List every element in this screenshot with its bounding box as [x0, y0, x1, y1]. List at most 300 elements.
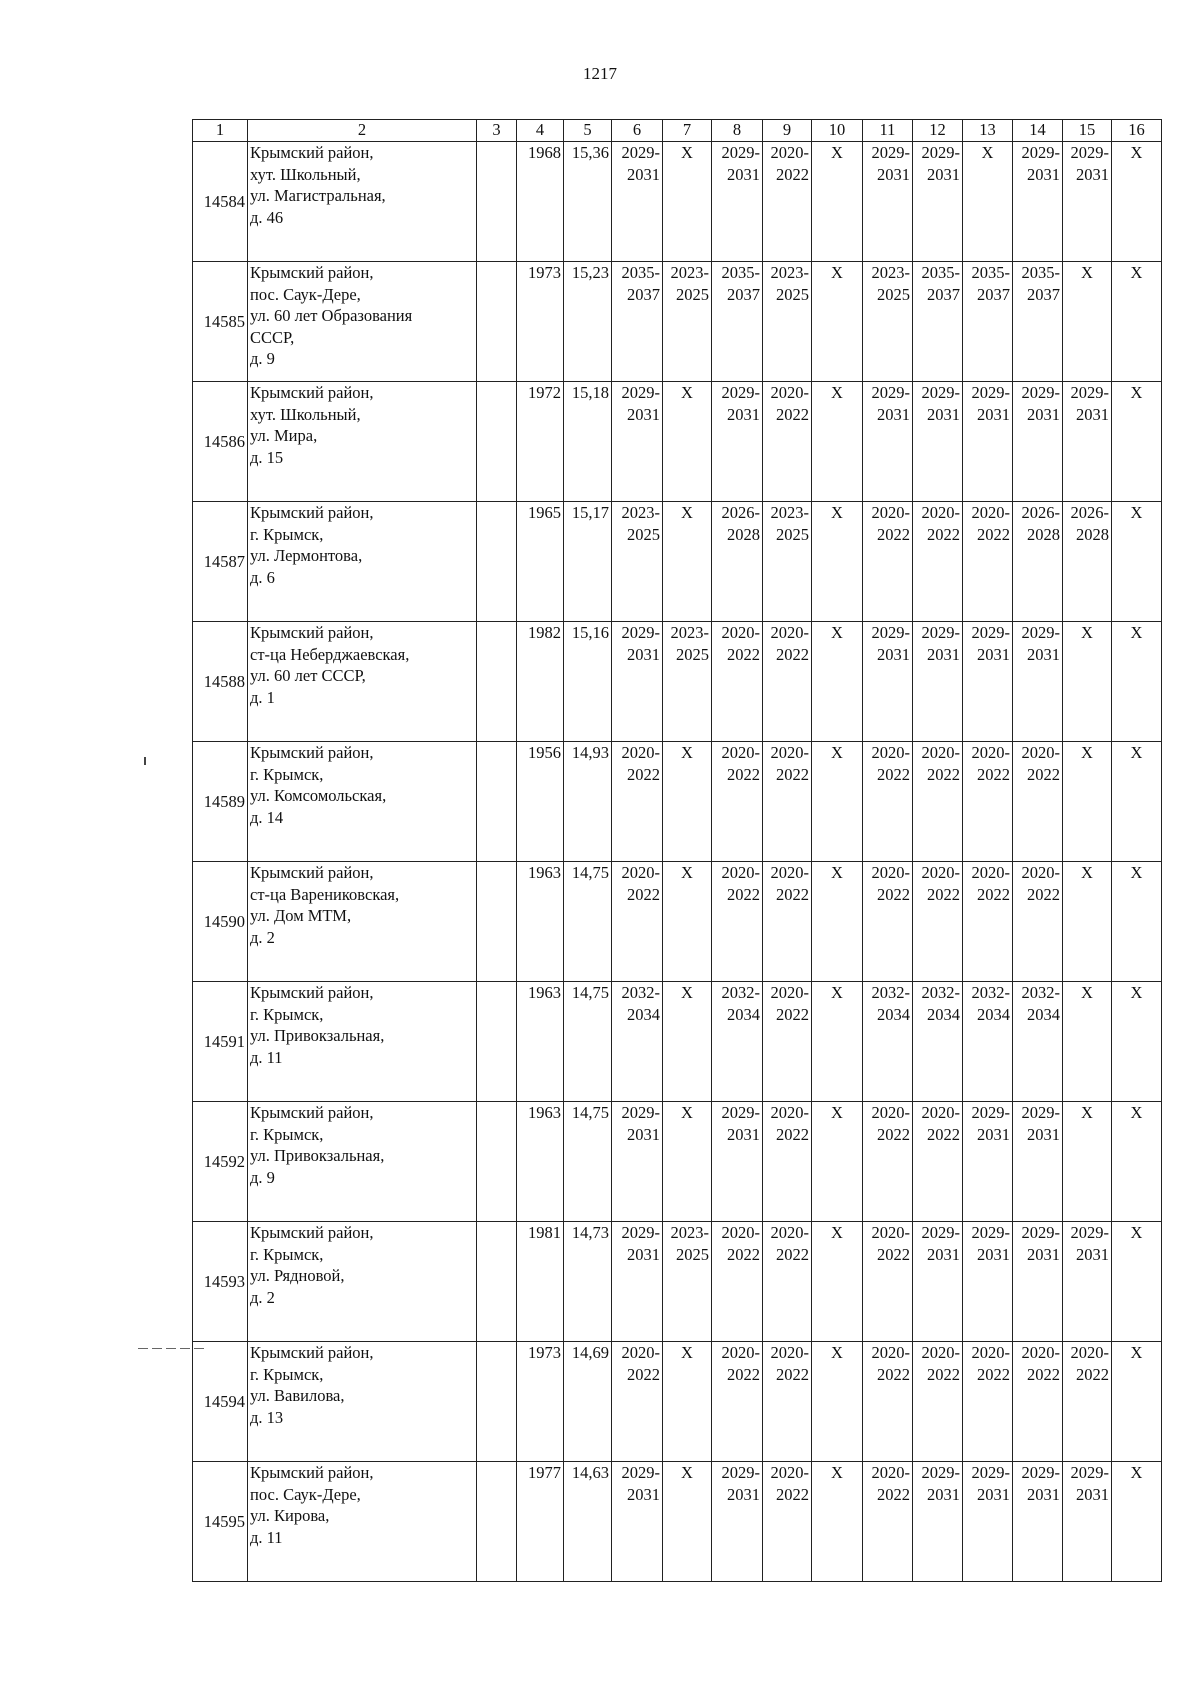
period-end: 2028	[1076, 524, 1109, 544]
period-start: 2029-	[721, 383, 760, 402]
period-start: 2029-	[921, 1223, 960, 1242]
period-cell-c14	[1013, 862, 1063, 982]
period-cell-c14	[1013, 1222, 1063, 1342]
address-cell	[248, 742, 477, 862]
row-id-cell: 14594	[193, 1342, 248, 1462]
header-cell: 7	[663, 120, 712, 142]
period-cell-c11	[863, 1222, 913, 1342]
period-end: 2031	[977, 404, 1010, 424]
period-cell-c13	[963, 622, 1013, 742]
period-cell-c16: X	[1112, 262, 1162, 382]
period-end: 2031	[927, 404, 960, 424]
period-end: 2022	[927, 1364, 960, 1384]
period-start: 2020-	[721, 1223, 760, 1242]
period-start: 2032-	[871, 983, 910, 1002]
data-table	[192, 119, 1162, 1582]
period-start: 2032-	[921, 983, 960, 1002]
period-cell-c10: X	[812, 1102, 863, 1222]
address-line: пос. Саук-Дере,	[250, 284, 361, 304]
area-cell: 14,75	[564, 862, 612, 982]
address-line: Крымский район,	[250, 383, 374, 402]
period-cell-c16: X	[1112, 1222, 1162, 1342]
period-cell-c16: X	[1112, 742, 1162, 862]
period-cell-c14	[1013, 1462, 1063, 1582]
period-end: 2022	[877, 524, 910, 544]
period-start: 2029-	[1070, 1463, 1109, 1482]
address-line: ул. Магистральная,	[250, 186, 386, 205]
period-cell-c7	[663, 262, 712, 382]
period-end: 2022	[977, 524, 1010, 544]
address-line: ул. Комсомольская,	[250, 786, 387, 805]
row-id-cell: 14585	[193, 262, 248, 382]
period-end: 2037	[977, 284, 1010, 304]
period-start: 2020-	[921, 1343, 960, 1362]
address-line: СССР,	[250, 327, 295, 347]
period-start: 2023-	[871, 263, 910, 282]
period-end: 2025	[676, 1244, 709, 1264]
period-start: 2029-	[871, 143, 910, 162]
period-end: 2031	[627, 1484, 660, 1504]
period-cell-c15: X	[1063, 622, 1112, 742]
period-cell-c6	[612, 982, 663, 1102]
address-line: ул. 60 лет СССР,	[250, 666, 366, 685]
address-line: Крымский район,	[250, 623, 374, 642]
area-cell: 15,18	[564, 382, 612, 502]
period-end: 2031	[1027, 1124, 1060, 1144]
period-cell-c12	[913, 622, 963, 742]
period-cell-c6	[612, 1222, 663, 1342]
period-start: 2020-	[621, 863, 660, 882]
period-end: 2031	[927, 644, 960, 664]
year-cell: 1956	[517, 742, 564, 862]
address-line: д. 11	[250, 1047, 283, 1067]
address-line: Крымский район,	[250, 263, 374, 282]
address-line: ул. Мира,	[250, 426, 318, 445]
period-start: 2029-	[621, 1463, 660, 1482]
area-cell: 14,75	[564, 982, 612, 1102]
period-end: 2031	[627, 1124, 660, 1144]
row-id-cell: 14586	[193, 382, 248, 502]
address-line: пос. Саук-Дере,	[250, 1484, 361, 1504]
period-start: 2023-	[770, 503, 809, 522]
row-id-cell: 14589	[193, 742, 248, 862]
area-cell: 15,16	[564, 622, 612, 742]
period-cell-c9	[763, 622, 812, 742]
year-cell: 1963	[517, 862, 564, 982]
period-cell-c9	[763, 262, 812, 382]
period-start: 2029-	[1021, 143, 1060, 162]
period-cell-c6	[612, 382, 663, 502]
period-start: 2020-	[971, 503, 1010, 522]
address-line: д. 9	[250, 1167, 275, 1187]
year-cell: 1965	[517, 502, 564, 622]
period-cell-c10: X	[812, 862, 863, 982]
address-line: хут. Школьный,	[250, 164, 361, 184]
col3-cell	[477, 862, 517, 982]
period-cell-c11	[863, 622, 913, 742]
period-cell-c14	[1013, 142, 1063, 262]
address-line: д. 46	[250, 207, 284, 227]
period-end: 2034	[627, 1004, 660, 1024]
period-end: 2031	[1027, 644, 1060, 664]
period-end: 2031	[877, 164, 910, 184]
header-cell: 9	[763, 120, 812, 142]
period-end: 2034	[977, 1004, 1010, 1024]
table-row	[193, 262, 1162, 382]
period-end: 2022	[776, 644, 809, 664]
period-start: 2020-	[871, 1343, 910, 1362]
table-row	[193, 382, 1162, 502]
table-row	[193, 862, 1162, 982]
col3-cell	[477, 262, 517, 382]
period-start: 2023-	[670, 263, 709, 282]
period-cell-c11	[863, 262, 913, 382]
address-cell	[248, 862, 477, 982]
period-cell-c14	[1013, 502, 1063, 622]
period-cell-c8	[712, 862, 763, 982]
period-cell-c11	[863, 142, 913, 262]
address-line: г. Крымск,	[250, 1364, 324, 1384]
period-cell-c10: X	[812, 1462, 863, 1582]
address-cell	[248, 502, 477, 622]
area-cell: 15,17	[564, 502, 612, 622]
period-cell-c12	[913, 1462, 963, 1582]
area-cell: 14,69	[564, 1342, 612, 1462]
period-start: 2020-	[770, 743, 809, 762]
address-cell	[248, 622, 477, 742]
period-cell-c8	[712, 1102, 763, 1222]
year-cell: 1977	[517, 1462, 564, 1582]
period-cell-c14	[1013, 622, 1063, 742]
period-cell-c11	[863, 982, 913, 1102]
address-line: д. 9	[250, 349, 275, 368]
col3-cell	[477, 382, 517, 502]
address-line: хут. Школьный,	[250, 404, 361, 424]
period-cell-c7: X	[663, 742, 712, 862]
address-line: д. 6	[250, 567, 275, 587]
row-id-cell: 14590	[193, 862, 248, 982]
period-start: 2035-	[921, 263, 960, 282]
period-start: 2029-	[921, 1463, 960, 1482]
period-start: 2029-	[921, 383, 960, 402]
header-cell: 11	[863, 120, 913, 142]
period-cell-c12	[913, 502, 963, 622]
period-cell-c6	[612, 862, 663, 982]
col3-cell	[477, 742, 517, 862]
period-start: 2029-	[971, 383, 1010, 402]
period-cell-c16: X	[1112, 622, 1162, 742]
period-cell-c16: X	[1112, 982, 1162, 1102]
period-cell-c6	[612, 262, 663, 382]
period-cell-c16: X	[1112, 502, 1162, 622]
period-end: 2022	[877, 1124, 910, 1144]
period-end: 2022	[727, 1364, 760, 1384]
period-start: 2020-	[770, 1223, 809, 1242]
period-end: 2022	[877, 884, 910, 904]
table-row	[193, 982, 1162, 1102]
year-cell: 1982	[517, 622, 564, 742]
period-cell-c10: X	[812, 742, 863, 862]
period-start: 2020-	[921, 863, 960, 882]
header-row	[193, 120, 1162, 142]
period-start: 2020-	[770, 983, 809, 1002]
address-line: Крымский район,	[250, 1103, 374, 1122]
period-cell-c6	[612, 1342, 663, 1462]
header-cell: 13	[963, 120, 1013, 142]
period-end: 2031	[977, 1124, 1010, 1144]
period-start: 2029-	[721, 1463, 760, 1482]
header-cell: 12	[913, 120, 963, 142]
period-cell-c10: X	[812, 502, 863, 622]
period-end: 2034	[1027, 1004, 1060, 1024]
period-cell-c10: X	[812, 262, 863, 382]
period-end: 2028	[1027, 524, 1060, 544]
period-start: 2020-	[770, 383, 809, 402]
period-start: 2029-	[971, 1463, 1010, 1482]
period-cell-c13: X	[963, 142, 1013, 262]
period-start: 2026-	[1021, 503, 1060, 522]
header-cell: 2	[248, 120, 477, 142]
address-line: г. Крымск,	[250, 1004, 324, 1024]
header-cell: 4	[517, 120, 564, 142]
period-cell-c14	[1013, 742, 1063, 862]
period-cell-c8	[712, 742, 763, 862]
period-start: 2029-	[971, 623, 1010, 642]
period-start: 2020-	[770, 1463, 809, 1482]
period-end: 2022	[927, 524, 960, 544]
period-end: 2022	[776, 1004, 809, 1024]
area-cell: 15,23	[564, 262, 612, 382]
period-end: 2031	[1076, 1484, 1109, 1504]
period-cell-c9	[763, 1222, 812, 1342]
address-line: д. 1	[250, 687, 275, 707]
period-end: 2022	[627, 884, 660, 904]
period-cell-c9	[763, 142, 812, 262]
period-end: 2034	[927, 1004, 960, 1024]
period-cell-c15	[1063, 142, 1112, 262]
period-end: 2037	[727, 284, 760, 304]
period-start: 2029-	[921, 143, 960, 162]
period-cell-c10: X	[812, 1222, 863, 1342]
period-end: 2022	[927, 1124, 960, 1144]
period-cell-c8	[712, 1462, 763, 1582]
period-end: 2022	[977, 764, 1010, 784]
period-start: 2035-	[721, 263, 760, 282]
period-cell-c11	[863, 1102, 913, 1222]
period-start: 2032-	[621, 983, 660, 1002]
period-end: 2031	[1076, 404, 1109, 424]
year-cell: 1972	[517, 382, 564, 502]
table-row	[193, 142, 1162, 262]
period-cell-c14	[1013, 262, 1063, 382]
period-end: 2031	[727, 1124, 760, 1144]
period-end: 2031	[1027, 1484, 1060, 1504]
period-cell-c14	[1013, 382, 1063, 502]
period-end: 2022	[1027, 884, 1060, 904]
period-start: 2020-	[871, 1463, 910, 1482]
address-cell	[248, 1222, 477, 1342]
period-cell-c16: X	[1112, 142, 1162, 262]
period-end: 2022	[877, 1364, 910, 1384]
period-start: 2020-	[921, 503, 960, 522]
period-cell-c10: X	[812, 382, 863, 502]
period-cell-c14	[1013, 1342, 1063, 1462]
period-end: 2031	[727, 1484, 760, 1504]
period-start: 2020-	[871, 1223, 910, 1242]
period-start: 2020-	[1021, 863, 1060, 882]
period-end: 2022	[927, 764, 960, 784]
period-cell-c11	[863, 862, 913, 982]
period-start: 2029-	[1070, 143, 1109, 162]
period-end: 2022	[877, 1244, 910, 1264]
period-start: 2029-	[871, 623, 910, 642]
page-number: 1217	[583, 64, 617, 83]
period-cell-c9	[763, 1462, 812, 1582]
period-end: 2031	[1076, 1244, 1109, 1264]
period-start: 2029-	[1021, 1103, 1060, 1122]
period-cell-c10: X	[812, 622, 863, 742]
period-end: 2025	[776, 524, 809, 544]
col3-cell	[477, 982, 517, 1102]
period-end: 2022	[776, 1364, 809, 1384]
period-end: 2022	[727, 644, 760, 664]
period-cell-c7: X	[663, 862, 712, 982]
row-id-cell: 14588	[193, 622, 248, 742]
period-start: 2029-	[621, 383, 660, 402]
period-cell-c6	[612, 502, 663, 622]
period-start: 2029-	[1070, 383, 1109, 402]
period-start: 2020-	[770, 623, 809, 642]
period-cell-c9	[763, 382, 812, 502]
row-id-cell: 14593	[193, 1222, 248, 1342]
header-cell: 3	[477, 120, 517, 142]
period-start: 2020-	[921, 1103, 960, 1122]
period-cell-c15: X	[1063, 742, 1112, 862]
address-cell	[248, 1102, 477, 1222]
period-cell-c8	[712, 622, 763, 742]
address-line: Крымский район,	[250, 143, 374, 162]
table-row	[193, 1462, 1162, 1582]
scan-mark	[144, 757, 146, 765]
period-cell-c9	[763, 1342, 812, 1462]
period-cell-c13	[963, 862, 1013, 982]
address-line: Крымский район,	[250, 1463, 374, 1482]
period-start: 2032-	[1021, 983, 1060, 1002]
address-line: ст-ца Неберджаевская,	[250, 644, 410, 664]
period-end: 2022	[727, 884, 760, 904]
period-cell-c7	[663, 622, 712, 742]
period-start: 2029-	[1021, 383, 1060, 402]
address-line: ст-ца Варениковская,	[250, 884, 400, 904]
period-cell-c15	[1063, 382, 1112, 502]
period-cell-c15	[1063, 502, 1112, 622]
year-cell: 1963	[517, 982, 564, 1102]
period-end: 2022	[727, 1244, 760, 1264]
period-end: 2031	[927, 1484, 960, 1504]
table-row	[193, 622, 1162, 742]
address-line: д. 2	[250, 1287, 275, 1307]
period-end: 2022	[727, 764, 760, 784]
period-start: 2020-	[770, 143, 809, 162]
period-end: 2031	[1076, 164, 1109, 184]
period-end: 2031	[977, 1244, 1010, 1264]
period-start: 2029-	[721, 1103, 760, 1122]
address-line: ул. Лермонтова,	[250, 546, 363, 565]
period-cell-c16: X	[1112, 862, 1162, 982]
period-end: 2031	[977, 644, 1010, 664]
period-start: 2020-	[921, 743, 960, 762]
period-cell-c10: X	[812, 982, 863, 1102]
period-end: 2022	[776, 164, 809, 184]
period-cell-c13	[963, 262, 1013, 382]
address-cell	[248, 382, 477, 502]
period-cell-c8	[712, 382, 763, 502]
period-end: 2031	[727, 164, 760, 184]
period-cell-c12	[913, 262, 963, 382]
header-cell: 8	[712, 120, 763, 142]
period-start: 2029-	[971, 1223, 1010, 1242]
period-start: 2032-	[721, 983, 760, 1002]
period-end: 2031	[1027, 1244, 1060, 1264]
period-start: 2020-	[871, 743, 910, 762]
header-cell: 1	[193, 120, 248, 142]
col3-cell	[477, 1102, 517, 1222]
period-cell-c12	[913, 1342, 963, 1462]
period-cell-c14	[1013, 982, 1063, 1102]
row-id-cell: 14591	[193, 982, 248, 1102]
period-start: 2020-	[621, 743, 660, 762]
period-end: 2028	[727, 524, 760, 544]
table-row	[193, 502, 1162, 622]
period-end: 2022	[776, 764, 809, 784]
period-cell-c15: X	[1063, 862, 1112, 982]
period-cell-c16: X	[1112, 1102, 1162, 1222]
address-line: г. Крымск,	[250, 1244, 324, 1264]
address-line: г. Крымск,	[250, 1124, 324, 1144]
period-cell-c11	[863, 1462, 913, 1582]
period-cell-c13	[963, 502, 1013, 622]
period-cell-c12	[913, 982, 963, 1102]
period-start: 2029-	[621, 143, 660, 162]
address-line: ул. Кирова,	[250, 1506, 330, 1525]
period-end: 2025	[776, 284, 809, 304]
period-end: 2031	[927, 164, 960, 184]
row-id-cell: 14584	[193, 142, 248, 262]
period-cell-c12	[913, 742, 963, 862]
area-cell: 14,75	[564, 1102, 612, 1222]
period-end: 2022	[776, 884, 809, 904]
period-end: 2022	[977, 884, 1010, 904]
period-cell-c13	[963, 982, 1013, 1102]
period-cell-c13	[963, 1462, 1013, 1582]
period-end: 2031	[1027, 404, 1060, 424]
period-start: 2035-	[621, 263, 660, 282]
period-end: 2031	[877, 644, 910, 664]
period-cell-c8	[712, 262, 763, 382]
period-start: 2023-	[770, 263, 809, 282]
period-start: 2020-	[721, 863, 760, 882]
period-start: 2023-	[670, 623, 709, 642]
period-end: 2025	[676, 644, 709, 664]
period-start: 2020-	[871, 503, 910, 522]
period-cell-c9	[763, 862, 812, 982]
period-cell-c16: X	[1112, 1342, 1162, 1462]
period-start: 2029-	[1070, 1223, 1109, 1242]
year-cell: 1973	[517, 262, 564, 382]
year-cell: 1963	[517, 1102, 564, 1222]
col3-cell	[477, 1222, 517, 1342]
period-end: 2022	[776, 1244, 809, 1264]
